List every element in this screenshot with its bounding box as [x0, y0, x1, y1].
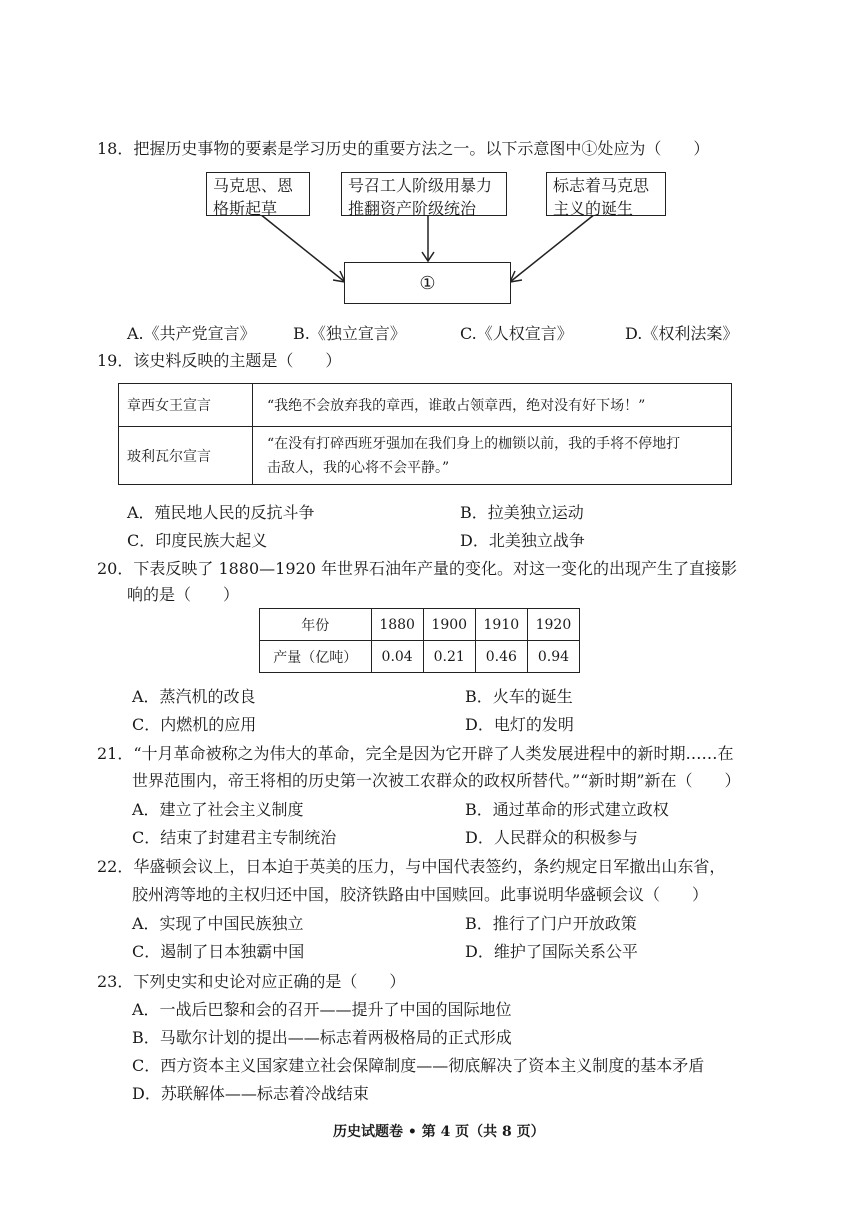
q18-option-d: D.《权利法案》 [625, 324, 739, 343]
q22-option-c: C．遏制了日本独霸中国 [132, 942, 305, 961]
q20-value-1910: 0.46 [475, 641, 527, 673]
q19-cell-name-2: 玻利瓦尔宣言 [119, 427, 253, 485]
q19-option-c: C．印度民族大起义 [127, 531, 268, 550]
q20-header-1900: 1900 [423, 609, 475, 641]
q23-stem: 23．下列史实和史论对应正确的是（ ） [97, 972, 406, 991]
q18-option-c: C.《人权宣言》 [460, 324, 573, 343]
q20-stem-line2: 响的是（ ） [127, 585, 240, 604]
q19-option-b: B．拉美独立运动 [460, 503, 584, 522]
q22-option-a: A．实现了中国民族独立 [132, 914, 304, 933]
q22-option-b: B．推行了门户开放政策 [465, 914, 637, 933]
q19-cell-name-1: 章西女王宣言 [119, 384, 253, 427]
q20-value-1880: 0.04 [371, 641, 423, 673]
q20-value-1900: 0.21 [423, 641, 475, 673]
box-author-line1: 马克思、恩 [213, 176, 294, 195]
q21-option-b: B．通过革命的形式建立政权 [465, 800, 669, 819]
circled-one: ① [419, 272, 436, 294]
q18-stem: 18．把握历史事物的要素是学习历史的重要方法之一。以下示意图中①处应为（ ） [97, 139, 710, 158]
q20-header-1910: 1910 [475, 609, 527, 641]
q20-header-1920: 1920 [527, 609, 579, 641]
q20-option-d: D．电灯的发明 [465, 715, 574, 734]
q22-stem-line1: 22．华盛顿会议上，日本迫于英美的压力，与中国代表签约，条约规定日军撤出山东省， [97, 857, 726, 876]
q21-option-d: D．人民群众的积极参与 [465, 828, 638, 847]
box-content-line2: 推翻资产阶级统治 [348, 199, 477, 218]
q20-option-b: B．火车的诞生 [465, 687, 573, 706]
q23-option-c: C．西方资本主义国家建立社会保障制度——彻底解决了资本主义制度的基本矛盾 [132, 1056, 705, 1075]
q21-option-c: C．结束了封建君主专制统治 [132, 828, 337, 847]
q20-option-c: C．内燃机的应用 [132, 715, 257, 734]
q19-stem: 19．该史料反映的主题是（ ） [97, 351, 342, 370]
diagram-box-significance [546, 172, 666, 216]
box-significance-line2: 主义的诞生 [553, 199, 634, 218]
q20-row-label: 产量（亿吨） [260, 641, 372, 673]
q19-quote-2-line2: 击敌人，我的心将不会平静。” [267, 459, 450, 476]
q19-option-d: D．北美独立战争 [460, 531, 585, 550]
box-significance-line1: 标志着马克思 [553, 176, 650, 195]
q18-option-b: B.《独立宣言》 [293, 324, 406, 343]
q19-table [118, 383, 732, 485]
diagram-box-author [206, 172, 310, 216]
q21-option-a: A．建立了社会主义制度 [132, 800, 304, 819]
q23-option-b: B．马歇尔计划的提出——标志着两极格局的正式形成 [132, 1028, 512, 1047]
q20-stem-line1: 20．下表反映了 1880—1920 年世界石油年产量的变化。对这一变化的出现产生了直接影 [97, 559, 737, 578]
page-footer: 历史试题卷 • 第 4 页（共 8 页） [333, 1124, 545, 1140]
diagram-box-content [341, 172, 507, 216]
q20-header-1880: 1880 [371, 609, 423, 641]
q21-stem-line2: 世界范围内，帝王将相的历史第一次被工农群众的政权所替代。”“新时期”新在（ ） [132, 771, 741, 790]
q22-option-d: D．维护了国际关系公平 [465, 942, 638, 961]
q20-table [259, 608, 580, 673]
q20-option-a: A．蒸汽机的改良 [132, 687, 256, 706]
box-author-line2: 格斯起草 [213, 199, 278, 218]
q20-value-1920: 0.94 [527, 641, 579, 673]
q18-option-a: A.《共产党宣言》 [127, 324, 256, 343]
q19-cell-quote-1: “我绝不会放弃我的章西，谁敢占领章西，绝对没有好下场！” [253, 384, 732, 427]
q21-stem-line1: 21．“十月革命被称之为伟大的革命，完全是因为它开辟了人类发展进程中的新时期……在 [97, 744, 734, 763]
q19-quote-2-line1: “在没有打碎西班牙强加在我们身上的枷锁以前，我的手将不停地打 [267, 435, 681, 452]
q19-option-a: A．殖民地人民的反抗斗争 [127, 503, 315, 522]
q19-cell-quote-2 [253, 427, 732, 485]
box-content-line1: 号召工人阶级用暴力 [348, 176, 493, 195]
q23-option-a: A．一战后巴黎和会的召开——提升了中国的国际地位 [132, 1000, 512, 1019]
diagram-box-answer [344, 262, 511, 304]
q23-option-d: D．苏联解体——标志着冷战结束 [132, 1084, 369, 1103]
q22-stem-line2: 胶州湾等地的主权归还中国，胶济铁路由中国赎回。此事说明华盛顿会议（ ） [132, 885, 709, 904]
q20-header-year: 年份 [260, 609, 372, 641]
